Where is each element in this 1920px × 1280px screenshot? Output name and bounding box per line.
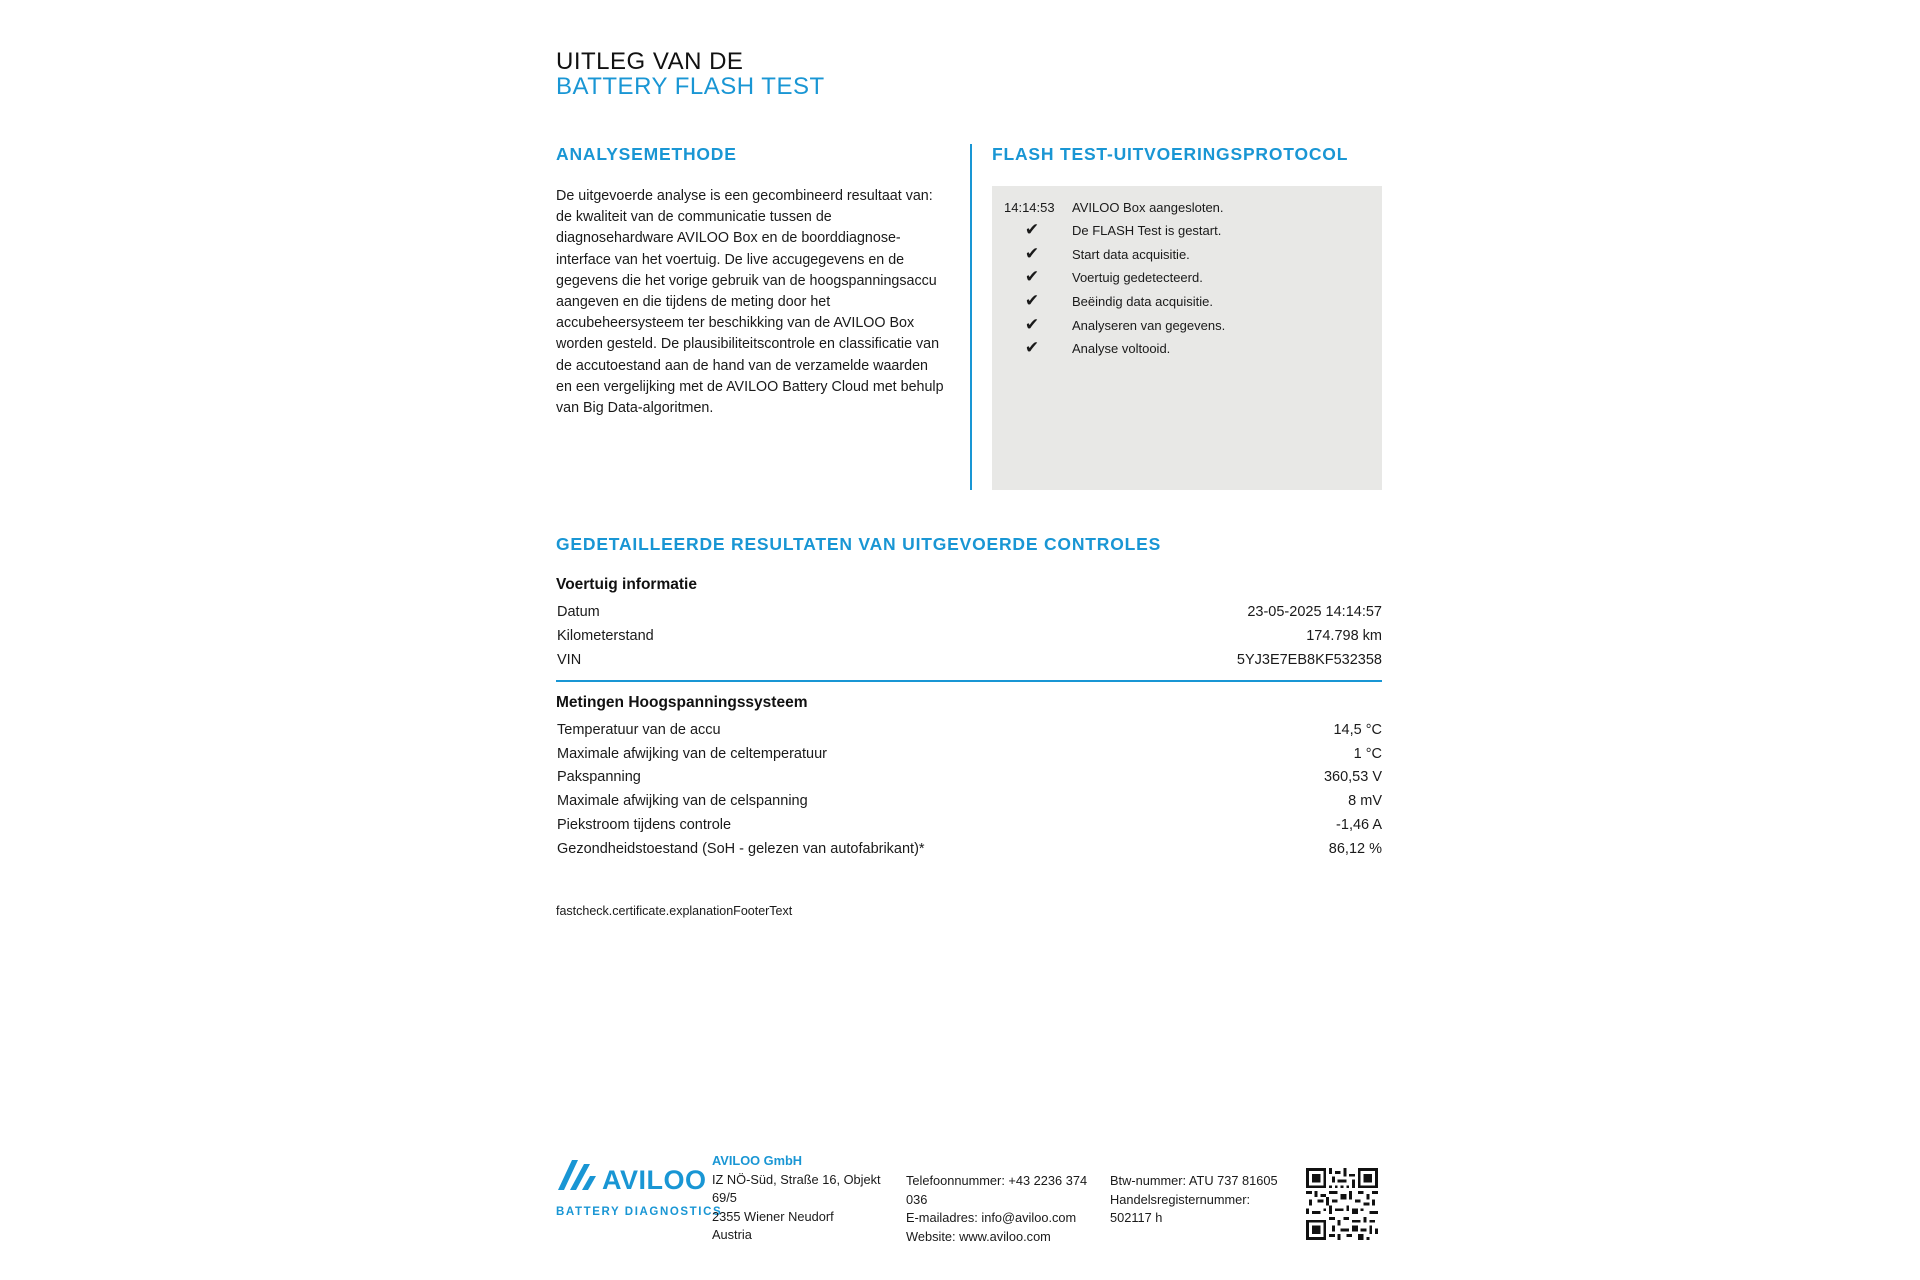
results-heading: GEDETAILLEERDE RESULTATEN VAN UITGEVOERDE CONTROLES — [556, 534, 1162, 554]
row-value: 86,12 % — [1328, 841, 1382, 857]
check-icon: ✔ — [1024, 267, 1040, 286]
log-entry — [992, 314, 1226, 336]
table-row — [556, 793, 1382, 815]
log-entry — [992, 196, 1224, 218]
address-line: IZ NÖ-Süd, Straße 16, Objekt 69/5 — [712, 1171, 881, 1205]
table-row — [556, 628, 1382, 650]
table-row — [556, 722, 1382, 744]
row-label: Kilometerstand — [557, 628, 654, 644]
page-title-line2: BATTERY FLASH TEST — [556, 73, 825, 100]
phone-number: Telefoonnummer: +43 2236 374 036 — [906, 1173, 1088, 1207]
page-footer — [556, 1150, 1382, 1250]
address-country: Austria — [712, 1227, 752, 1242]
registry-number: Handelsregisternummer: 502117 h — [1110, 1191, 1251, 1225]
row-value: -1,46 A — [1336, 817, 1382, 833]
log-entry — [992, 266, 1203, 288]
row-label: Maximale afwijking van de celspanning — [557, 793, 808, 809]
table-row — [556, 746, 1382, 768]
row-label: Datum — [557, 604, 600, 620]
footer-note: fastcheck.certificate.explanationFooterText — [556, 904, 793, 918]
row-label: Maximale afwijking van de celtemperatuur — [557, 746, 827, 762]
row-value: 1 °C — [1353, 746, 1382, 762]
certificate-page — [556, 0, 1382, 1280]
vehicle-info-title: Voertuig informatie — [556, 576, 697, 593]
vat-number: Btw-nummer: ATU 737 81605 — [1110, 1173, 1278, 1188]
row-label: Pakspanning — [557, 769, 641, 785]
row-value: 360,53 V — [1323, 769, 1382, 785]
log-entry — [992, 243, 1190, 265]
table-row — [556, 604, 1382, 626]
section-divider — [556, 680, 1382, 682]
column-divider — [970, 144, 972, 490]
log-message: AVILOO Box aangesloten. — [1072, 199, 1224, 215]
log-message: Start data acquisitie. — [1072, 246, 1190, 262]
row-value: 5YJ3E7EB8KF532358 — [1236, 652, 1382, 668]
company-contact — [906, 1172, 1102, 1246]
row-value: 14,5 °C — [1333, 722, 1382, 738]
row-value: 8 mV — [1348, 793, 1382, 809]
log-entry — [992, 219, 1222, 241]
log-message: Analyse voltooid. — [1072, 340, 1171, 356]
aviloo-logo — [556, 1150, 723, 1220]
email-address: E-mailadres: info@aviloo.com — [906, 1210, 1077, 1225]
company-name: AVILOO GmbH — [712, 1153, 803, 1168]
page-title-line1: UITLEG VAN DE — [556, 48, 744, 75]
row-label: Temperatuur van de accu — [557, 722, 721, 738]
check-icon: ✔ — [1024, 291, 1040, 310]
row-value: 174.798 km — [1306, 628, 1382, 644]
aviloo-logo-mark — [556, 1150, 716, 1200]
log-entry — [992, 337, 1171, 359]
log-message: Analyseren van gegevens. — [1072, 317, 1226, 333]
row-value: 23-05-2025 14:14:57 — [1247, 604, 1382, 620]
row-label: Gezondheidstoestand (SoH - gelezen van autofabrikant)* — [557, 841, 925, 857]
log-message: Voertuig gedetecteerd. — [1072, 269, 1203, 285]
company-legal — [1110, 1172, 1286, 1228]
website: Website: www.aviloo.com — [906, 1228, 1051, 1244]
log-message: Beëindig data acquisitie. — [1072, 293, 1213, 309]
hv-measurements-title: Metingen Hoogspanningssysteem — [556, 694, 808, 711]
logo-wordmark: AVILOO — [602, 1165, 707, 1195]
check-icon: ✔ — [1024, 315, 1040, 334]
table-row — [556, 652, 1382, 674]
protocol-heading: FLASH TEST-UITVOERINGSPROTOCOL — [992, 144, 1349, 164]
company-address — [712, 1152, 902, 1245]
log-message: De FLASH Test is gestart. — [1072, 222, 1222, 238]
table-row — [556, 817, 1382, 839]
logo-tagline: BATTERY DIAGNOSTICS — [556, 1206, 723, 1218]
check-icon: ✔ — [1024, 338, 1040, 357]
log-time: 14:14:53 — [1004, 199, 1055, 215]
address-city: 2355 Wiener Neudorf — [712, 1208, 834, 1224]
qr-code-icon — [1306, 1168, 1378, 1240]
row-label: Piekstroom tijdens controle — [557, 817, 732, 833]
protocol-log — [992, 186, 1382, 490]
check-icon: ✔ — [1024, 244, 1040, 263]
row-label: VIN — [557, 652, 582, 668]
table-row — [556, 841, 1382, 863]
check-icon: ✔ — [1024, 220, 1040, 239]
analysis-text: De uitgevoerde analyse is een gecombineerd resultaat van: de kwaliteit van de communicatie tussen de diagnosehardware AVILOO Box en de boorddiagnose-interface van het voertuig. De live accugegevens en de gegevens die het vorige gebruik van de hoogspanningsaccu aangeven en die tijdens de meting door het accubeheersysteem ter beschikking van de AVILOO Box worden gesteld. De plausibiliteitscontrole en classificatie van de accutoestand aan de hand van de verzamelde waarden en een vergelijking met de AVILOO Battery Cloud met behulp van Big Data-algoritmen. — [556, 188, 944, 417]
log-entry — [992, 290, 1213, 312]
analysis-heading: ANALYSEMETHODE — [556, 144, 737, 164]
table-row — [556, 769, 1382, 791]
